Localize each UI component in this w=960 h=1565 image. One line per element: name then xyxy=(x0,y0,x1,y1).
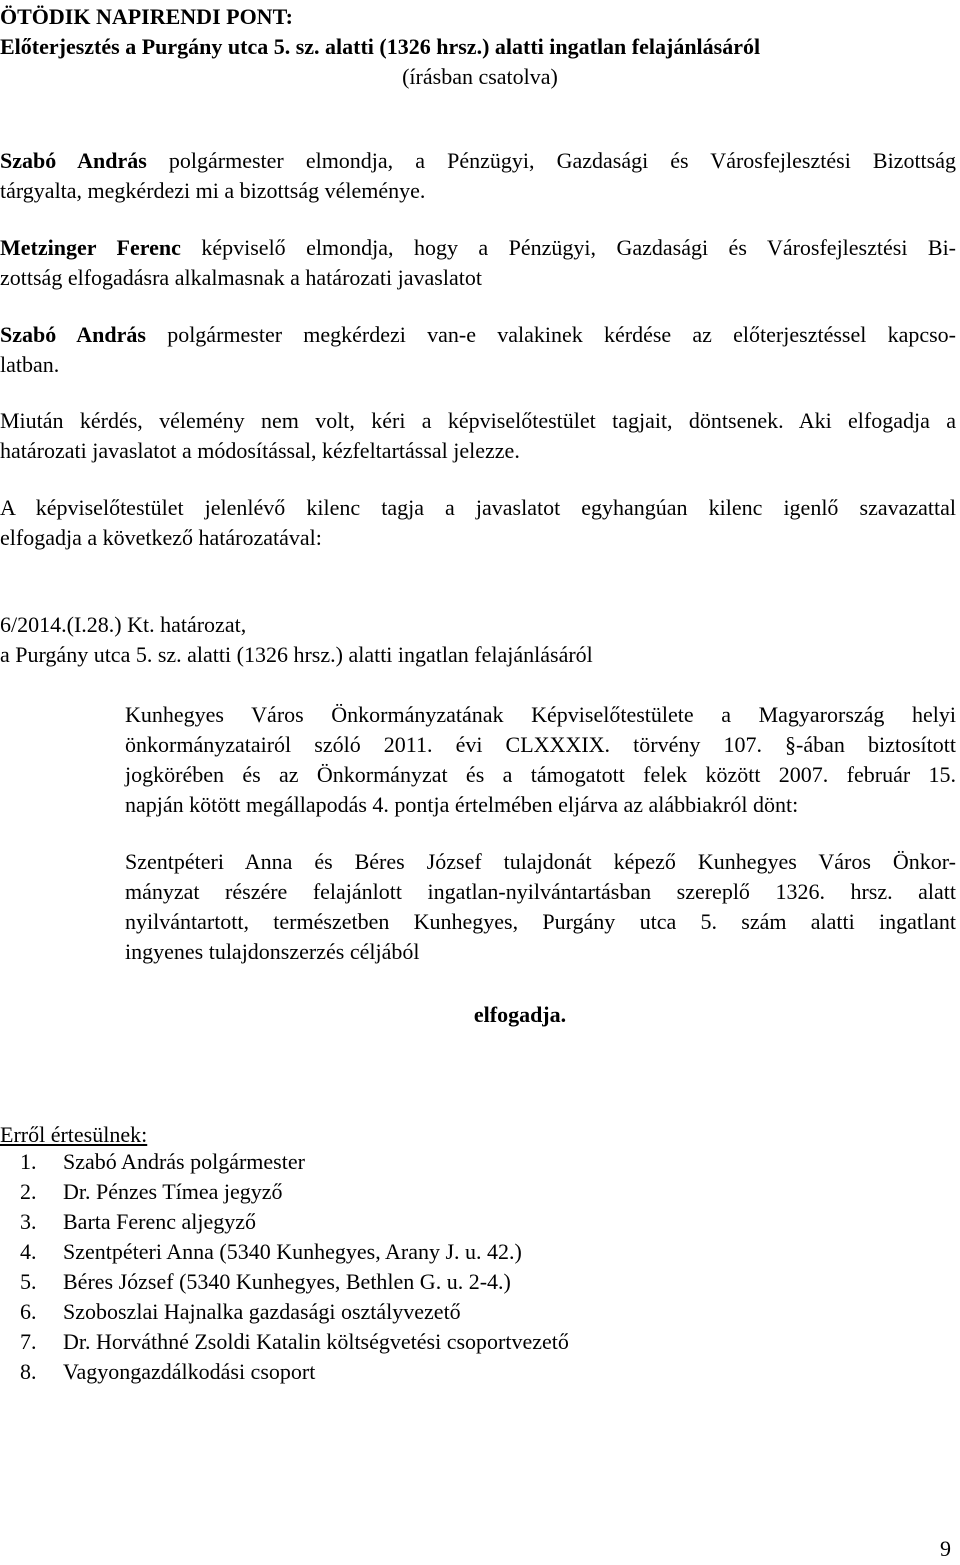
paragraph-5-line-1: A képviselőtestület jelenlévő kilenc tagja a javaslatot egyhangúan kilenc igenlő szavazattal xyxy=(0,495,956,520)
paragraph-2-line-1: Metzinger Ferenc képviselő elmondja, hogy a Pénzügyi, Gazdasági és Városfejlesztési Bi- xyxy=(0,235,957,260)
paragraph-5-line-2: elfogadja a következő határozatával: xyxy=(0,525,322,550)
resolution-body-line: napján kötött megállapodás 4. pontja értelmében eljárva az alábbiakról dönt: xyxy=(125,792,799,817)
document-page: ÖTÖDIK NAPIRENDI PONT: Előterjesztés a Purgány utca 5. sz. alatti (1326 hrsz.) alatti ingatlan felajánlásáról (írásban csatolva) Szabó András polgármester elmondja, a Pénzügyi, Gazdasági és Városfejlesztési Bizottság tárgyalta, megkérdezi mi a bizottság véleménye. Metzinger Ferenc képviselő elmondja, hogy a Pénzügyi, Gazdasági és Városfejlesztési Bi- zottság elfogadásra alkalmasnak a határozati javaslatot Szabó András polgármester megkérdezi van-e valakinek kérdése az előterjesztéssel kapcso- latban. Miután kérdés, vélemény nem volt, kéri a képviselőtestület tagjait, döntsenek. Aki elfogadja a határozati javaslatot a módosítással, kézfeltartással jelezze. A képviselőtestület jelenlévő kilenc tagja a javaslatot egyhangúan kilenc igenlő szavazattal elfogadja a következő határozatával: 6/2014.(I.28.) Kt. határozat, a Purgány utca 5. sz. alatti (1326 hrsz.) alatti ingatlan felajánlásáról Kunhegyes Város Önkormányzatának Képviselőtestülete a Magyarország helyi önkormányzatairól szóló 2011. évi CLXXXIX. törvény 107. §-ában biztosított jogkörében és az Önkormányzat és a támogatott felek között 2007. február 15. napján kötött megállapodás 4. pontja értelmében eljárva az alábbiakról dönt: Szentpéteri Anna és Béres József tulajdonát képező Kunhegyes Város Önkor- mányzat részére felajánlott ingatlan-nyilvántartásban szereplő 1326. hrsz. alatt nyilvántartott, természetben Kunhegyes, Purgány utca 5. szám alatti ingatlant ingyenes tulajdonszerzés céljából elfogadja. Erről értesülnek: 1. Szabó András polgármester 2. Dr. Pénzes Tímea jegyző 3. Barta Ferenc aljegyző 4. Szentpéteri Anna (5340 Kunhegyes, Arany J. u. 42.) 5. Béres József (5340 Kunhegyes, Bethlen G. u. 2-4.) 6. Szoboszlai Hajnalka gazdasági osztályvezető 7. Dr. Horváthné Zsoldi Katalin költségvetési csoportvezető 8. Vagyongazdálkodási csoport 9 xyxy=(0,0,960,1565)
resolution-body-line: Szentpéteri Anna és Béres József tulajdonát képező Kunhegyes Város Önkor- xyxy=(125,849,956,874)
notify-heading: Erről értesülnek: xyxy=(0,1122,148,1147)
resolution-decision: elfogadja. xyxy=(473,1002,567,1027)
paragraph-1-line-1: Szabó András polgármester elmondja, a Pénzügyi, Gazdasági és Városfejlesztési Bizottság xyxy=(0,148,956,173)
paragraph-4-line-1: Miután kérdés, vélemény nem volt, kéri a képviselőtestület tagjait, döntsenek. Aki elfogadja a xyxy=(0,408,956,433)
resolution-body-line: önkormányzatairól szóló 2011. évi CLXXXIX. törvény 107. §-ában biztosított xyxy=(125,732,956,757)
resolution-body-line: mányzat részére felajánlott ingatlan-nyilvántartásban szereplő 1326. hrsz. alatt xyxy=(125,879,956,904)
agenda-subtitle: Előterjesztés a Purgány utca 5. sz. alatti (1326 hrsz.) alatti ingatlan felajánlásáról xyxy=(0,34,761,59)
speaker-name: Metzinger Ferenc xyxy=(0,235,181,260)
paragraph-1-line-2: tárgyalta, megkérdezi mi a bizottság véleménye. xyxy=(0,178,426,203)
paragraph-3-line-2: latban. xyxy=(0,352,60,377)
paragraph-3-line-1: Szabó András polgármester megkérdezi van-e valakinek kérdése az előterjesztéssel kapcso- xyxy=(0,322,956,347)
attachment-note: (írásban csatolva) xyxy=(402,64,558,89)
resolution-body-line: nyilvántartott, természetben Kunhegyes, Purgány utca 5. szám alatti ingatlant xyxy=(125,909,956,934)
page-number: 9 xyxy=(940,1536,951,1561)
speaker-name: Szabó András xyxy=(0,148,147,173)
paragraph-2-line-2: zottság elfogadásra alkalmasnak a határozati javaslatot xyxy=(0,265,482,290)
resolution-body-line: Kunhegyes Város Önkormányzatának Képviselőtestülete a Magyarország helyi xyxy=(125,702,956,727)
resolution-subject: a Purgány utca 5. sz. alatti (1326 hrsz.) alatti ingatlan felajánlásáról xyxy=(0,642,593,667)
speaker-name: Szabó András xyxy=(0,322,146,347)
resolution-body-line: ingyenes tulajdonszerzés céljából xyxy=(125,939,420,964)
paragraph-4-line-2: határozati javaslatot a módosítással, kézfeltartással jelezze. xyxy=(0,438,520,463)
resolution-number: 6/2014.(I.28.) Kt. határozat, xyxy=(0,612,247,637)
resolution-body-line: jogkörében és az Önkormányzat és a támogatott felek között 2007. február 15. xyxy=(125,762,956,787)
agenda-title: ÖTÖDIK NAPIRENDI PONT: xyxy=(0,4,293,29)
